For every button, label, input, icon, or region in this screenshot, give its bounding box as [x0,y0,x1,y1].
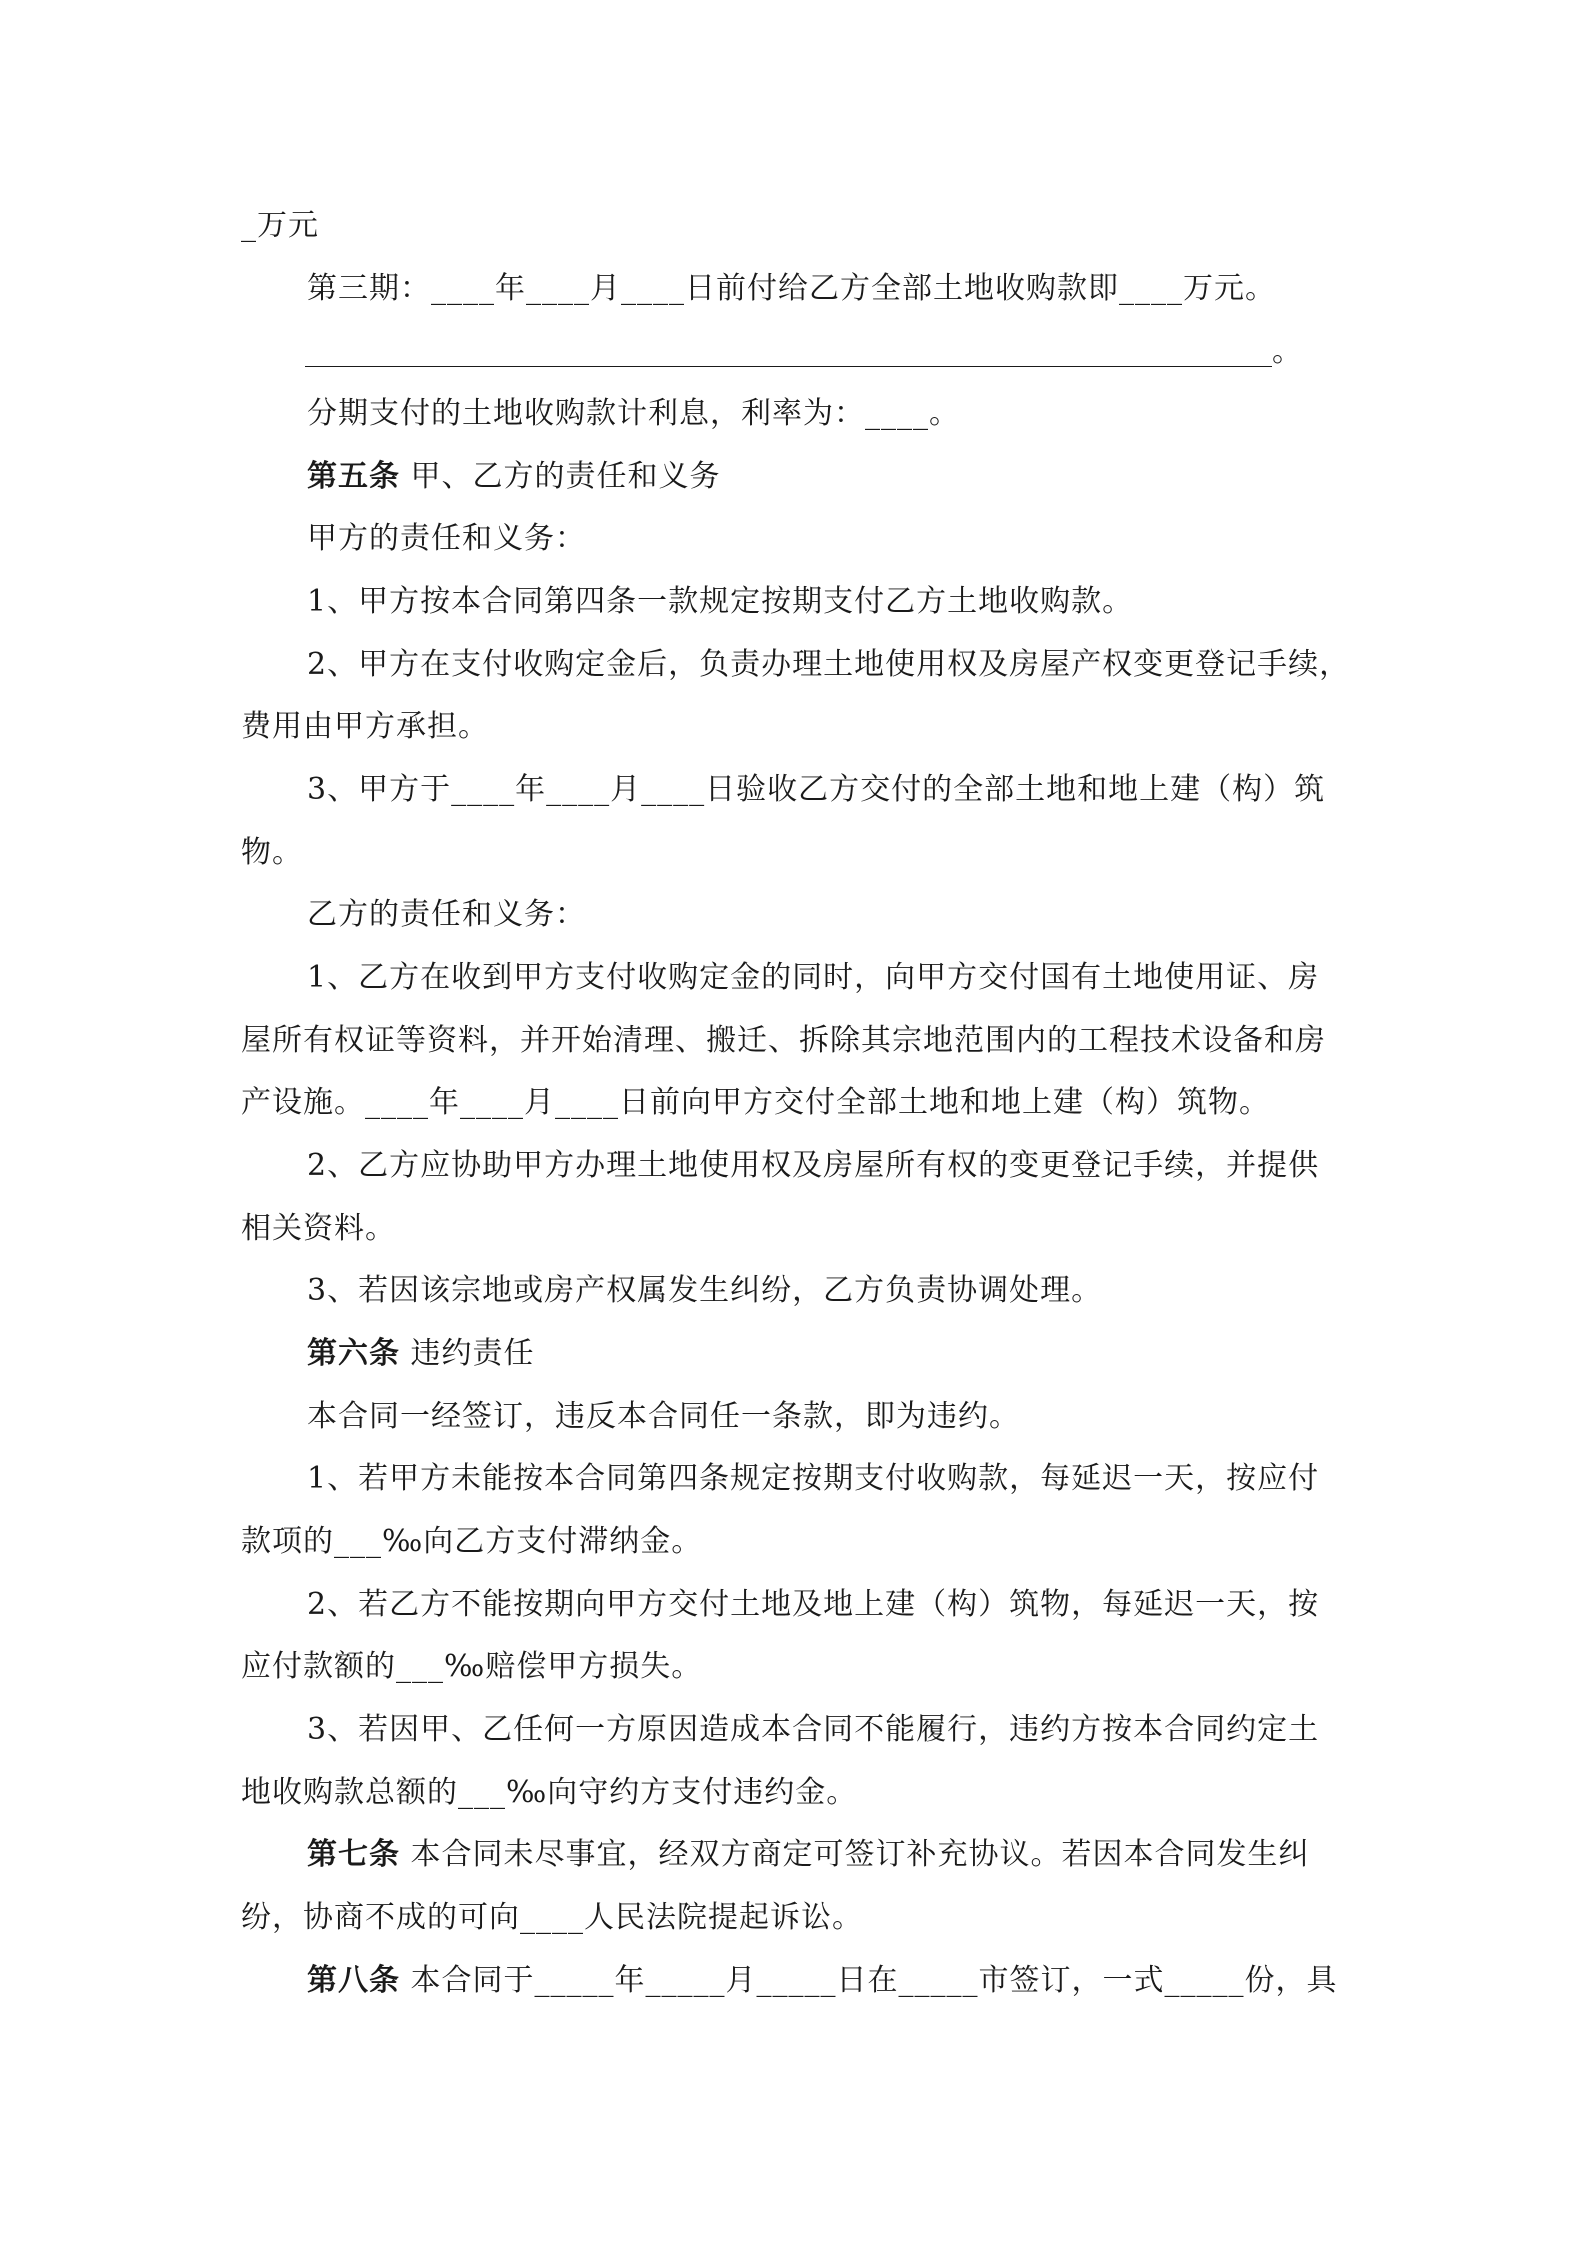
article-title: 甲、乙方的责任和义务 [410,459,721,494]
text-line: 物。 [241,835,303,870]
text-line: 本合同一经签订，违反本合同任一条款，即为违约。 [307,1399,1020,1434]
text-line: 乙方的责任和义务： [307,897,586,932]
text-line: 产设施。____年____月____日前向甲方交付全部土地和地上建（构）筑物。 [241,1085,1270,1120]
text-line: 款项的___‰向乙方支付滞纳金。 [241,1524,703,1559]
text-line: 地收购款总额的___‰向守约方支付违约金。 [241,1775,858,1810]
article-body: 本合同于_____年_____月_____日在_____市签订，一式_____份，具 [410,1963,1338,1998]
text-line: 1、乙方在收到甲方支付收购定金的同时，向甲方交付国有土地使用证、房 [307,960,1320,995]
article-heading: 第五条 [307,459,400,494]
text-line: 2、乙方应协助甲方办理土地使用权及房屋所有权的变更登记手续，并提供 [307,1148,1320,1183]
text-line: 费用由甲方承担。 [241,709,489,744]
text-line: 相关资料。 [241,1211,396,1246]
blank-fill-line [305,366,1272,367]
text-line: 2、甲方在支付收购定金后，负责办理土地使用权及房屋产权变更登记手续， [307,647,1351,682]
article-5-line [307,457,721,497]
text-line: 3、若因甲、乙任何一方原因造成本合同不能履行，违约方按本合同约定土 [307,1712,1320,1747]
text-line: 分期支付的土地收购款计利息，利率为：____。 [307,396,960,431]
article-heading: 第六条 [307,1336,400,1371]
text-line: 屋所有权证等资料，并开始清理、搬迁、拆除其宗地范围内的工程技术设备和房 [241,1023,1326,1058]
article-7-line [307,1835,1310,1875]
text-line: 1、甲方按本合同第四条一款规定按期支付乙方土地收购款。 [307,584,1134,619]
text-line: 甲方的责任和义务： [307,521,586,556]
text-line: 。 [1272,334,1303,369]
article-title: 违约责任 [410,1336,535,1371]
text-line: 纷，协商不成的可向____人民法院提起诉讼。 [241,1900,863,1935]
text-line: 2、若乙方不能按期向甲方交付土地及地上建（构）筑物，每延迟一天，按 [307,1587,1320,1622]
text-line: 1、若甲方未能按本合同第四条规定按期支付收购款，每延迟一天，按应付 [307,1461,1320,1496]
text-line: 应付款额的___‰赔偿甲方损失。 [241,1649,703,1684]
text-line: 3、甲方于____年____月____日验收乙方交付的全部土地和地上建（构）筑 [307,772,1326,807]
article-heading: 第八条 [307,1963,400,1998]
article-body: 本合同未尽事宜，经双方商定可签订补充协议。若因本合同发生纠 [410,1837,1310,1872]
text-line: 第三期：____年____月____日前付给乙方全部土地收购款即____万元。 [307,271,1276,306]
text-line: _万元 [241,208,319,243]
article-6-line [307,1334,535,1374]
article-heading: 第七条 [307,1837,400,1872]
text-line: 3、若因该宗地或房产权属发生纠纷，乙方负责协调处理。 [307,1273,1103,1308]
article-8-line [307,1961,1338,2001]
